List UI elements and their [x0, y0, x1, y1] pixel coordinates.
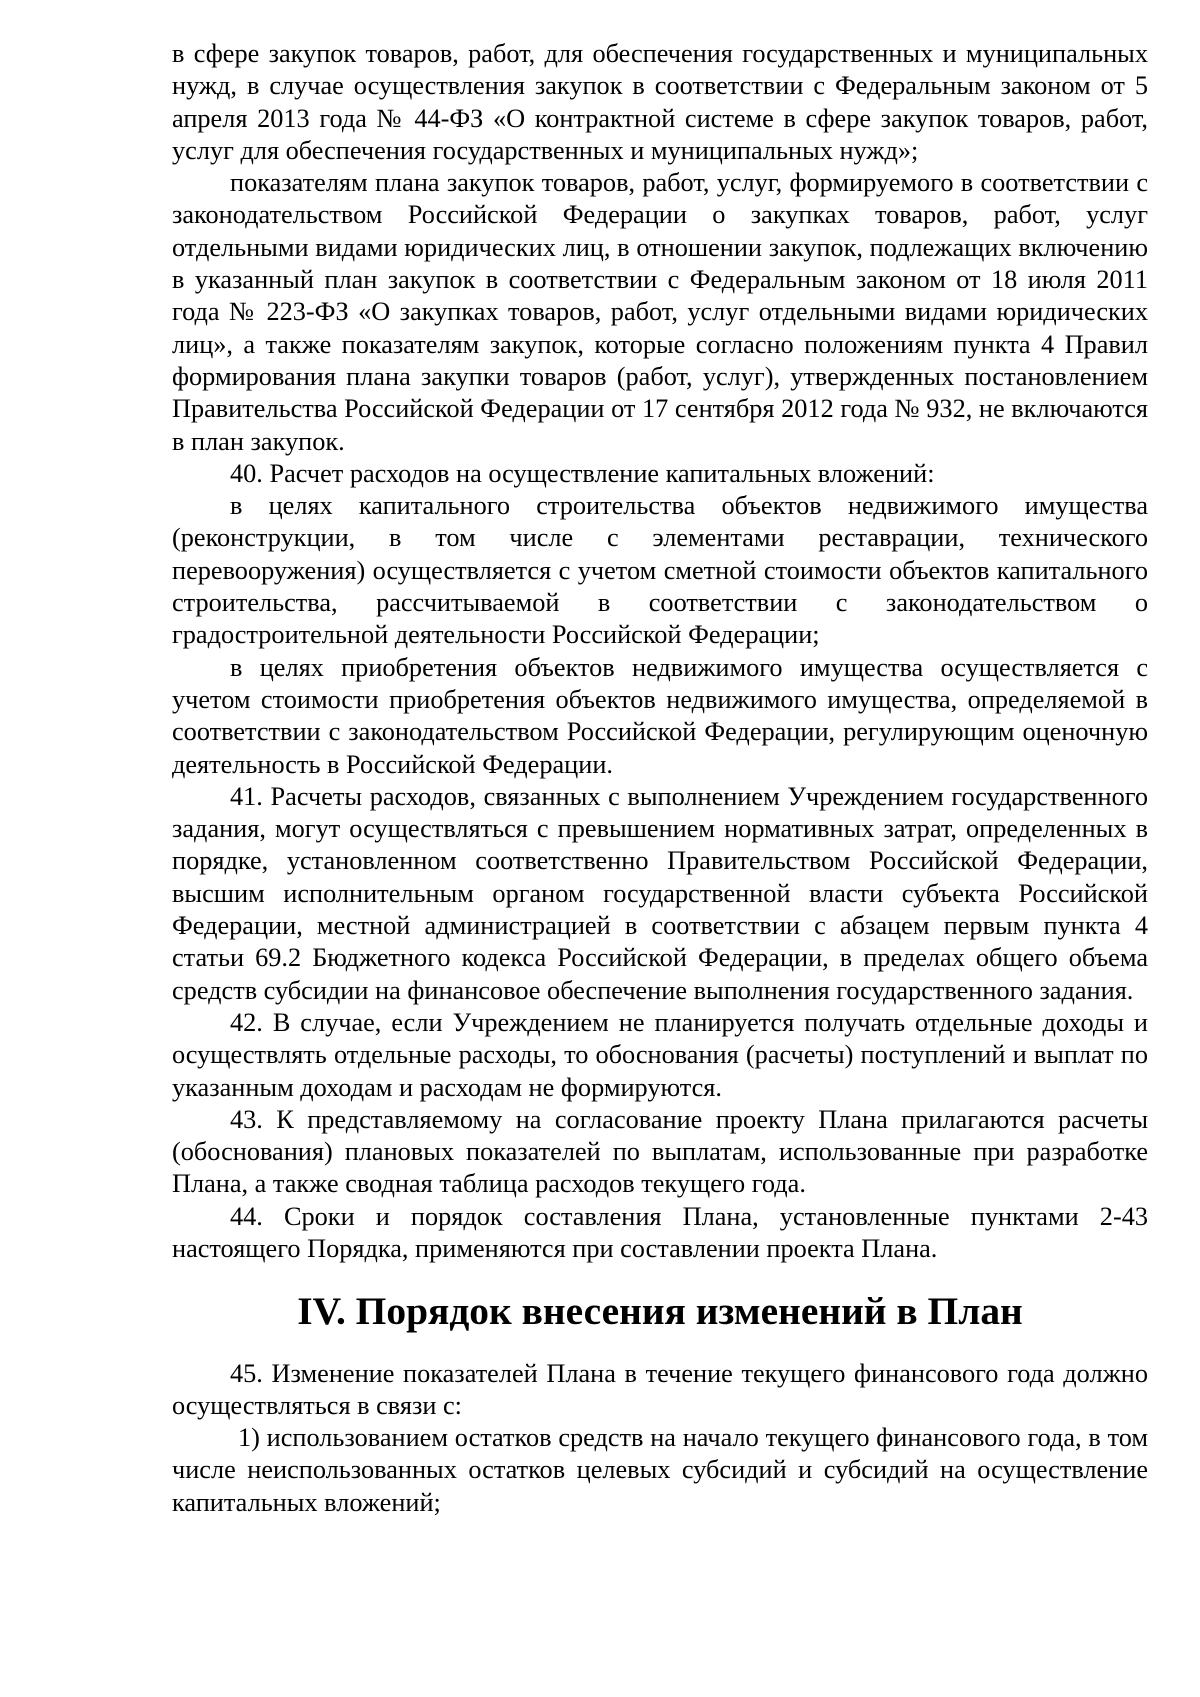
paragraph-42: 42. В случае, если Учреждением не планируется получать отдельные доходы и осуществлять отдельные расходы, то обоснования (расчеты) поступлений и выплат по указанным доходам и расходам не формируются.	[172, 1007, 1148, 1102]
paragraph-45-item-1: 1) использованием остатков средств на начало текущего финансового года, в том числе неиспользованных остатков целевых субсидий и субсидий на осуществление капитальных вложений;	[172, 1423, 1148, 1517]
section-heading: IV. Порядок внесения изменений в План	[297, 1289, 1023, 1334]
paragraph-223fz-indicators: показателям плана закупок товаров, работ, услуг, формируемого в соответствии с законодательством Российской Федерации о закупках товаров, работ, услуг отдельными видами юридических лиц, в отношении закупок, подлежащих включению в указанный план закупок в соответствии с Федеральным законом от 18 июля 2011 года № 223-ФЗ «О закупках товаров, работ, услуг отдельными видами юридических лиц», а также показателям закупок, которые согласно положениям пункта 4 Правил формирования плана закупки товаров (работ, услуг), утвержденных постановлением Правительства Российской Федерации от 17 сентября 2012 года № 932, не включаются в план закупок.	[172, 168, 1148, 456]
paragraph-45: 45. Изменение показателей Плана в течение текущего финансового года должно осуществляться в связи с:	[172, 1358, 1148, 1420]
paragraph-43: 43. К представляемому на согласование проекту Плана прилагаются расчеты (обоснования) плановых показателей по выплатам, использованные при разработке Плана, а также сводная таблица расходов текущего года.	[172, 1104, 1148, 1199]
paragraph-40: 40. Расчет расходов на осуществление капитальных вложений:	[230, 458, 935, 488]
paragraph-41: 41. Расчеты расходов, связанных с выполнением Учреждением государственного задания, могут осуществляться с превышением нормативных затрат, определенных в порядке, установленном соответственно Правительством Российской Федерации, высшим исполнительным органом государственной власти субъекта Российской Федерации, местной администрацией в соответствии с абзацем первым пункта 4 статьи 69.2 Бюджетного кодекса Российской Федерации, в пределах общего объема средств субсидии на финансовое обеспечение выполнения государственного задания.	[172, 781, 1148, 1005]
paragraph-40-construction: в целях капитального строительства объектов недвижимого имущества (реконструкции, в том числе с элементами реставрации, технического перевооружения) осуществляется с учетом сметной стоимости объектов капитального строительства, рассчитываемой в соответствии с законодательством о градостроительной деятельности Российской Федерации;	[172, 491, 1148, 650]
paragraph-44: 44. Сроки и порядок составления Плана, установленные пунктами 2-43 настоящего Порядка, применяются при составлении проекта Плана.	[172, 1201, 1148, 1263]
paragraph-40-acquisition: в целях приобретения объектов недвижимого имущества осуществляется с учетом стоимости приобретения объектов недвижимого имущества, определяемой в соответствии с законодательством Российской Федерации, регулирующим оценочную деятельность в Российской Федерации.	[172, 652, 1148, 779]
document-page	[172, 38, 1148, 1519]
paragraph-44fz-continuation: в сфере закупок товаров, работ, для обеспечения государственных и муниципальных нужд, в случае осуществления закупок в соответствии с Федеральным законом от 5 апреля 2013 года № 44-ФЗ «О контрактной системе в сфере закупок товаров, работ, услуг для обеспечения государственных и муниципальных нужд»;	[172, 39, 1148, 165]
